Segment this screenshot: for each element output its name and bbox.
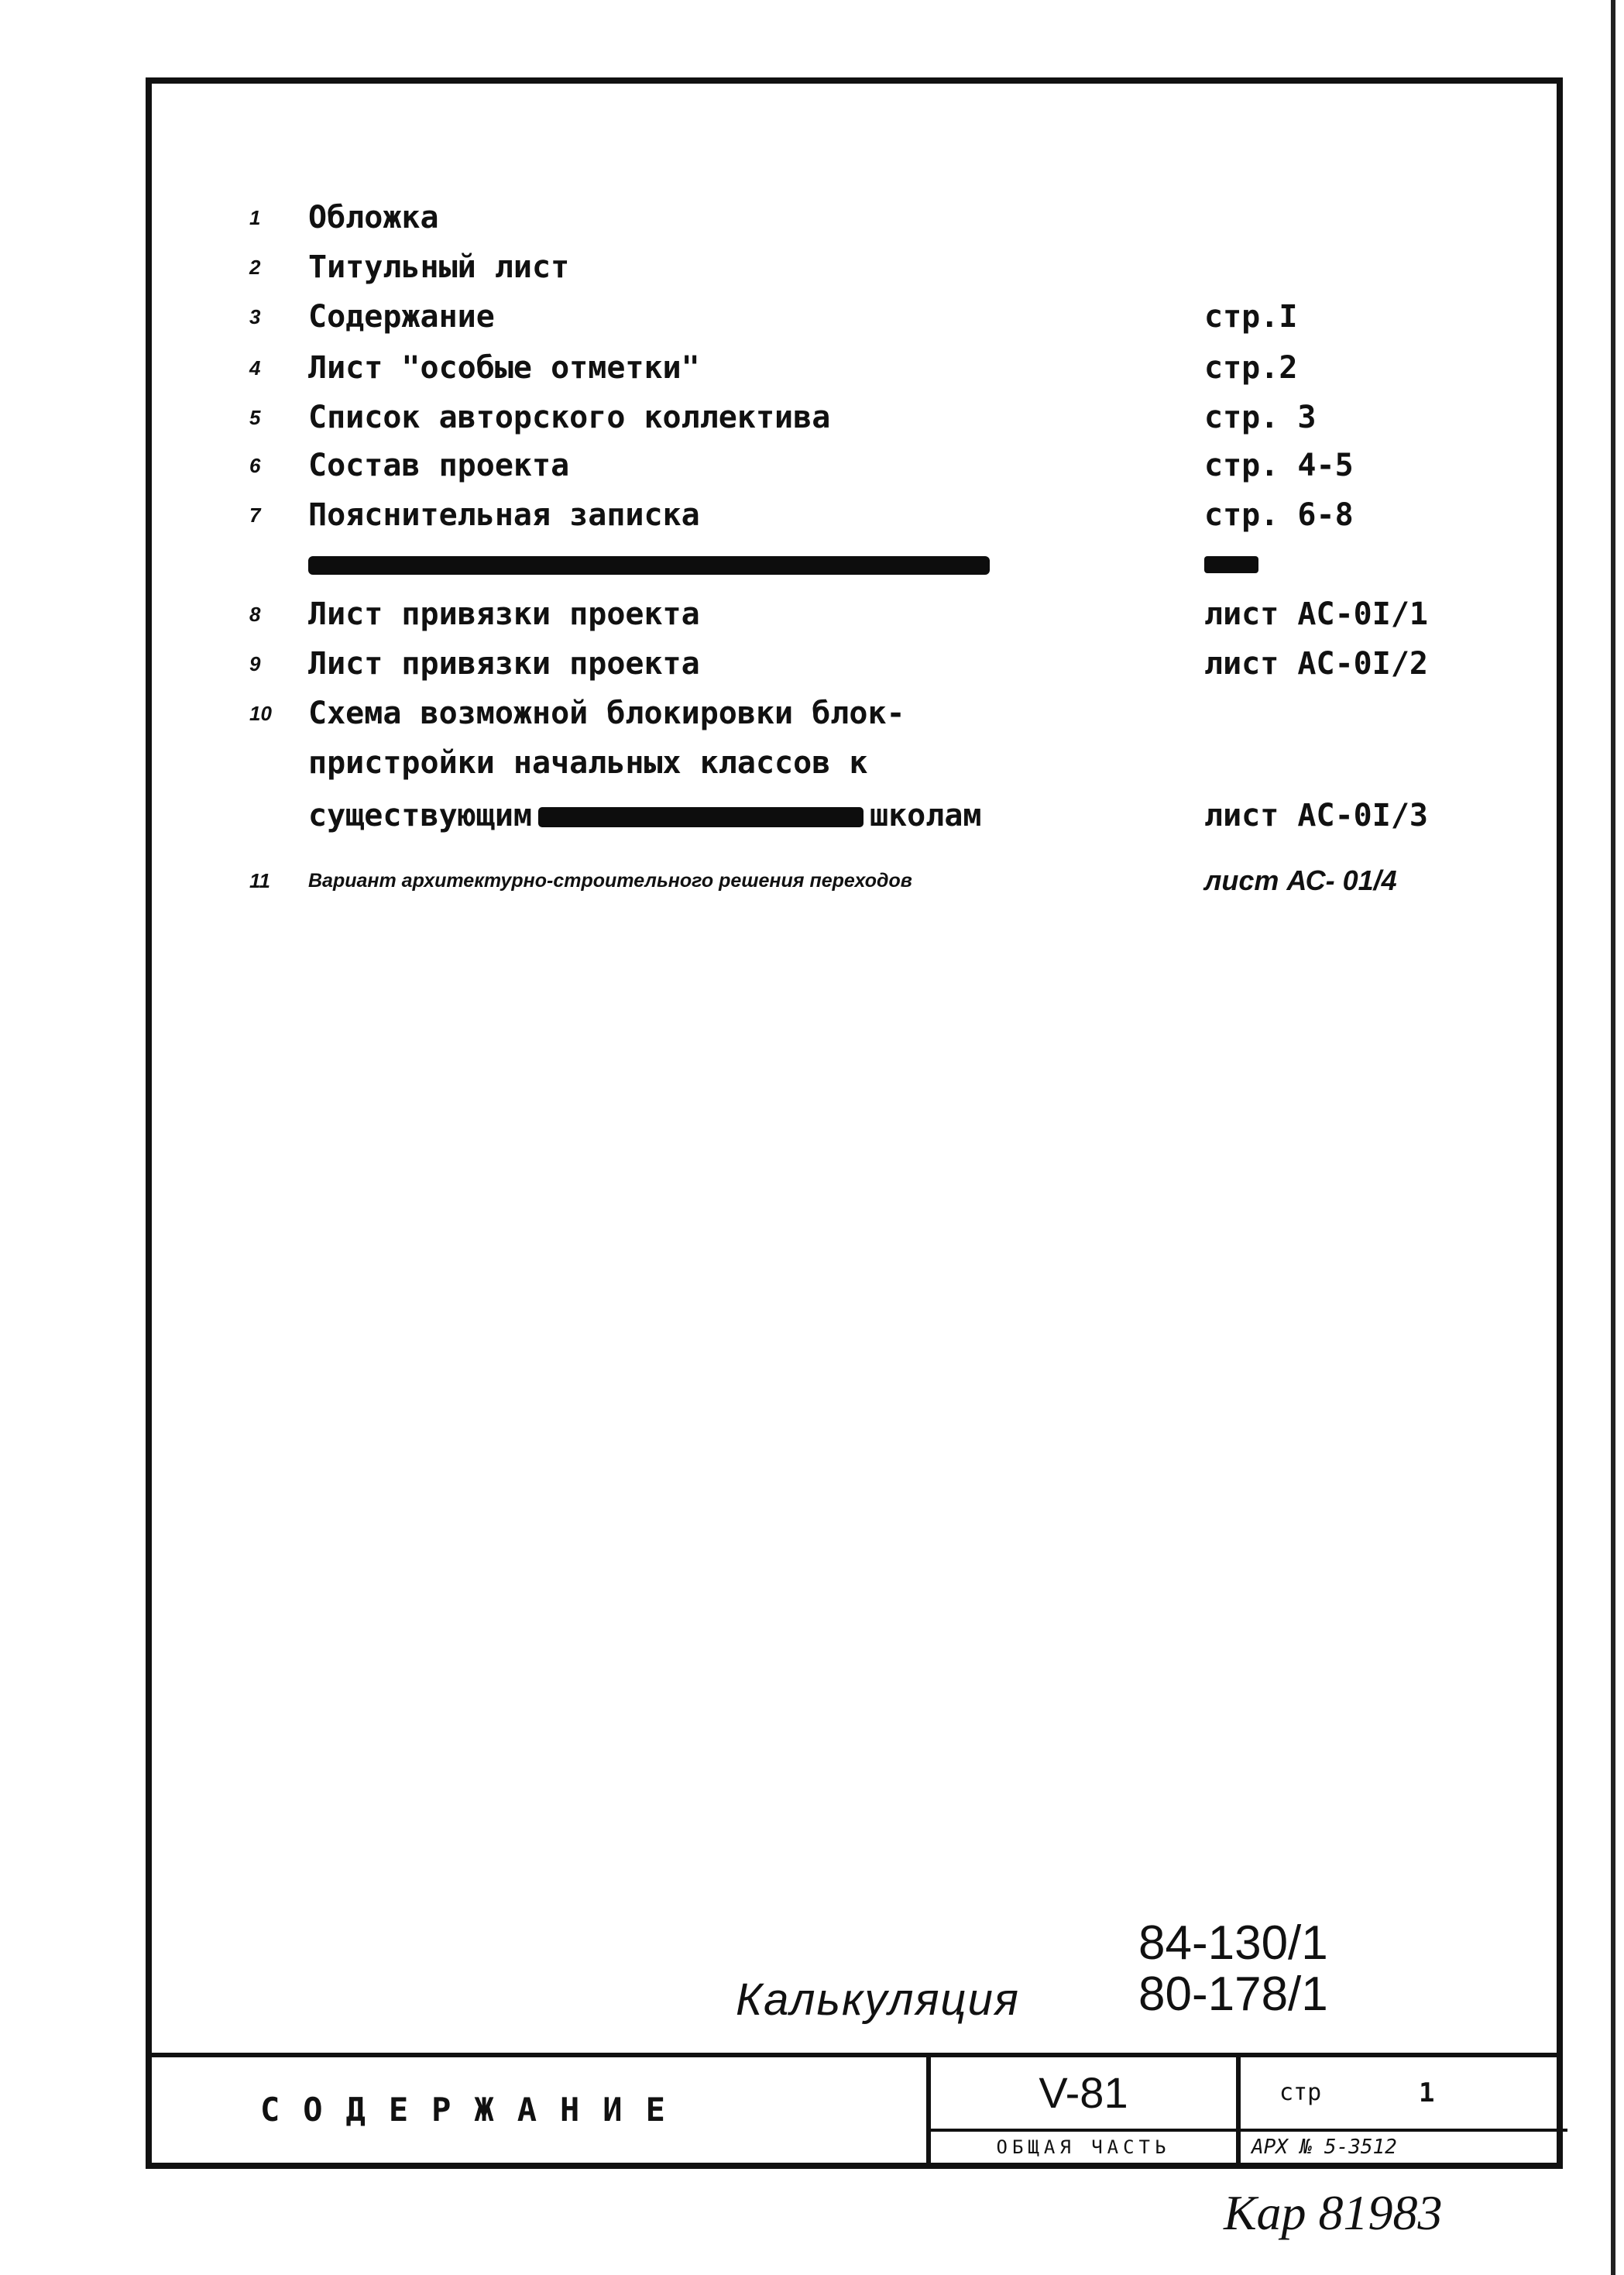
toc-row	[0, 243, 1624, 291]
toc-number: 4	[249, 356, 261, 380]
toc-row	[0, 293, 1624, 341]
toc-number: 6	[249, 454, 261, 477]
stamp-page-label: стр	[1279, 2079, 1322, 2106]
toc-row	[0, 491, 1624, 539]
toc-row-struck	[0, 541, 1624, 589]
toc-number: 10	[249, 702, 272, 725]
toc-title: Титульный лист	[308, 249, 570, 285]
stamp-page-value: 1	[1419, 2077, 1435, 2108]
toc-row	[0, 590, 1624, 638]
toc-title: Схема возможной блокировки блок-	[308, 696, 905, 731]
stamp-code-cell	[926, 2057, 1236, 2163]
toc-page: лист АС-0I/2	[1204, 646, 1428, 682]
calculation-label: Калькуляция	[736, 1974, 1020, 2025]
toc-page: стр. 3	[1204, 400, 1317, 435]
stamp-code: V-81	[1039, 2068, 1128, 2117]
toc-row	[0, 640, 1624, 688]
toc-number: 9	[249, 652, 261, 675]
toc-page: стр.2	[1204, 350, 1298, 386]
toc-row	[0, 689, 1624, 737]
toc-number: 2	[249, 256, 261, 279]
struck-out-page	[1204, 556, 1258, 573]
scan-edge	[1611, 0, 1615, 2275]
toc-row	[0, 194, 1624, 242]
toc-title: Состав проекта	[308, 448, 570, 483]
project-codes	[1138, 1918, 1328, 2020]
toc-row-handwritten	[0, 857, 1624, 905]
project-code: 84-130/1	[1138, 1916, 1328, 1970]
toc-page: лист АС-0I/1	[1204, 596, 1428, 632]
toc-number: 7	[249, 503, 261, 527]
project-code: 80-178/1	[1138, 1967, 1328, 2021]
stamp-page-row	[1241, 2057, 1557, 2129]
toc-page: лист АС-0I/3	[1204, 798, 1428, 833]
toc-number: 1	[249, 206, 261, 229]
toc-number: 3	[249, 305, 261, 328]
toc-page: стр. 4-5	[1204, 448, 1354, 483]
stamp-code-subtitle: ОБЩАЯ ЧАСТЬ	[931, 2129, 1236, 2166]
stamp-archive-number: АРХ № 5-3512	[1241, 2129, 1567, 2166]
toc-title: Содержание	[308, 299, 495, 335]
title-block-stamp	[146, 2053, 1563, 2169]
handwritten-signature: Кар 81983	[1224, 2185, 1443, 2240]
toc-title: Лист "особые отметки"	[308, 350, 700, 386]
toc-title-with-redaction	[308, 792, 981, 840]
toc-title: Пояснительная записка	[308, 497, 700, 533]
toc-number: 5	[249, 406, 261, 429]
toc-title: Обложка	[308, 200, 439, 235]
toc-row	[0, 739, 1624, 787]
toc-title-part: школам	[869, 798, 982, 833]
stamp-title: СОДЕРЖАНИЕ	[260, 2091, 688, 2129]
toc-title-part: существующим	[308, 798, 532, 833]
toc-row	[0, 344, 1624, 392]
toc-page: стр.I	[1204, 299, 1298, 335]
toc-row	[0, 442, 1624, 490]
toc-number: 8	[249, 603, 261, 626]
toc-title: Лист привязки проекта	[308, 596, 700, 632]
toc-number: 11	[249, 869, 270, 892]
toc-title: Вариант архитектурно-строительного решения переходов	[308, 870, 912, 892]
struck-out-line	[308, 556, 990, 575]
toc-page: лист АС- 01/4	[1204, 864, 1397, 896]
redaction-bar	[538, 807, 864, 827]
toc-title: Лист привязки проекта	[308, 646, 700, 682]
toc-title: Список авторского коллектива	[308, 400, 831, 435]
toc-title: пристройки начальных классов к	[308, 745, 868, 781]
toc-row	[0, 393, 1624, 442]
stamp-page-cell	[1236, 2057, 1557, 2163]
toc-row	[0, 792, 1624, 840]
toc-page: стр. 6-8	[1204, 497, 1354, 533]
